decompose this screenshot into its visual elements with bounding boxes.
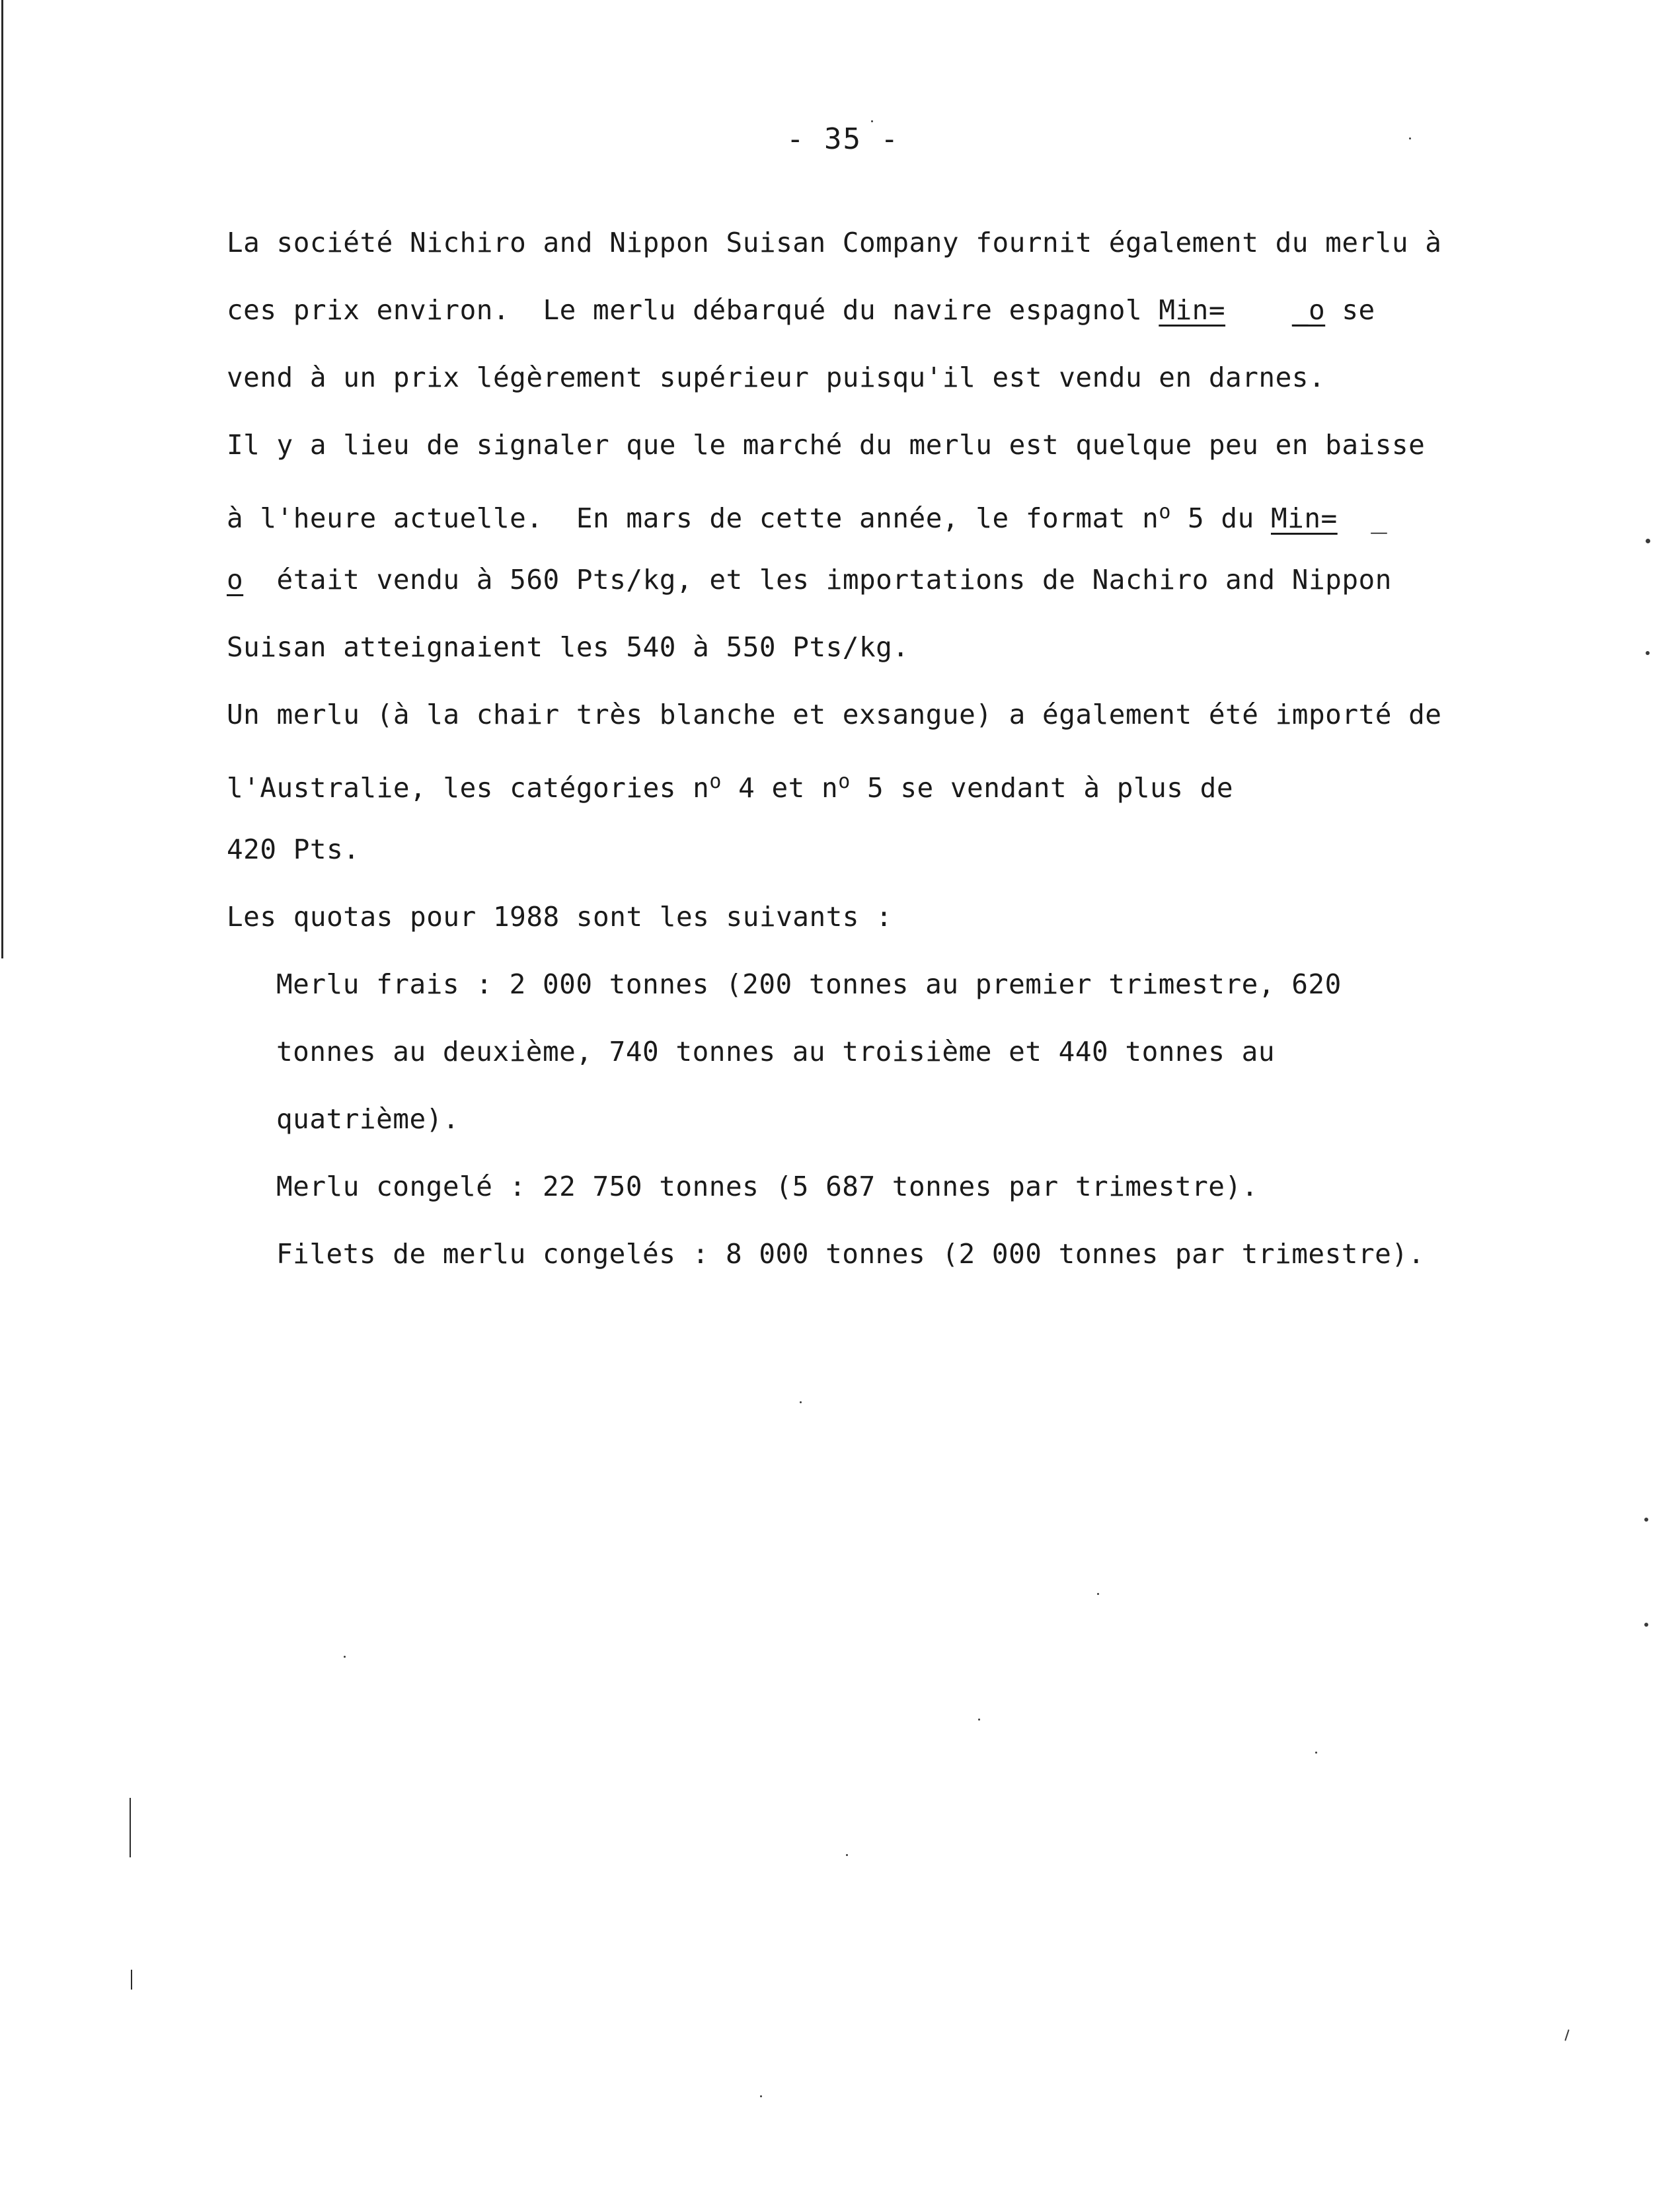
superscript: o bbox=[1159, 500, 1171, 523]
text-line: Il y a lieu de signaler que le marché du merlu est quelque peu en baisse bbox=[227, 429, 1426, 461]
scan-speck bbox=[1646, 651, 1650, 655]
scan-speck bbox=[1644, 1623, 1648, 1627]
text-line: Un merlu (à la chair très blanche et exsangue) a également été importé de bbox=[227, 699, 1442, 730]
text-line: 420 Pts. bbox=[227, 833, 360, 865]
scan-speck bbox=[1409, 137, 1411, 139]
quota-line: quatrième). bbox=[276, 1103, 460, 1135]
text-span: l'Australie, les catégories n bbox=[227, 772, 710, 804]
underlined-ship-name-end: _o bbox=[1291, 294, 1326, 326]
scan-speck bbox=[1564, 2029, 1569, 2041]
scan-speck bbox=[1315, 1752, 1317, 1754]
superscript: o bbox=[838, 770, 851, 793]
text-span: se bbox=[1325, 294, 1375, 326]
text-span: à l'heure actuelle. En mars de cette année, le format n bbox=[227, 502, 1159, 534]
underlined-ship-name: Min= bbox=[1159, 294, 1226, 326]
text-span: 4 et n bbox=[721, 772, 839, 804]
scan-speck bbox=[978, 1719, 980, 1721]
text-line: La société Nichiro and Nippon Suisan Company fournit également du merlu à bbox=[227, 227, 1442, 258]
text-span: _ bbox=[1337, 502, 1388, 534]
scan-speck bbox=[344, 1656, 346, 1658]
underlined-ship-name: Min= bbox=[1270, 502, 1338, 534]
scan-speck bbox=[760, 2095, 762, 2097]
text-line: vend à un prix légèrement supérieur puisqu'il est vendu en darnes. bbox=[227, 362, 1326, 393]
scan-edge-line bbox=[1, 0, 3, 958]
quota-line: tonnes au deuxième, 740 tonnes au troisième et 440 tonnes au bbox=[276, 1036, 1276, 1067]
text-span: était vendu à 560 Pts/kg, et les importations de Nachiro and Nippon bbox=[243, 564, 1392, 596]
scan-speck bbox=[846, 1854, 848, 1856]
text-line: Les quotas pour 1988 sont les suivants : bbox=[227, 901, 893, 933]
text-line bbox=[227, 496, 1387, 535]
text-span: 5 du bbox=[1170, 502, 1271, 534]
text-line bbox=[227, 293, 1375, 327]
scan-speck bbox=[871, 120, 873, 122]
text-span: 5 se vendant à plus de bbox=[850, 772, 1233, 804]
text-span bbox=[1225, 294, 1292, 326]
scan-edge-line bbox=[131, 1970, 132, 1990]
page-number: - 35 - bbox=[786, 122, 899, 156]
scan-edge-line bbox=[130, 1798, 131, 1857]
scan-speck bbox=[1097, 1593, 1099, 1595]
text-span: ces prix environ. Le merlu débarqué du navire espagnol bbox=[227, 294, 1159, 326]
text-line bbox=[227, 563, 1392, 596]
underlined-ship-name-end: o bbox=[227, 564, 244, 596]
quota-line: Merlu congelé : 22 750 tonnes (5 687 tonnes par trimestre). bbox=[276, 1171, 1258, 1202]
text-line: Suisan atteignaient les 540 à 550 Pts/kg. bbox=[227, 631, 909, 663]
quota-line: Merlu frais : 2 000 tonnes (200 tonnes au premier trimestre, 620 bbox=[276, 968, 1342, 1000]
scan-speck bbox=[1646, 539, 1650, 543]
scan-speck bbox=[1644, 1518, 1648, 1522]
superscript: o bbox=[709, 770, 722, 793]
text-line bbox=[227, 765, 1233, 804]
quota-line: Filets de merlu congelés : 8 000 tonnes (2 000 tonnes par trimestre). bbox=[276, 1238, 1425, 1270]
scan-speck bbox=[800, 1401, 802, 1403]
